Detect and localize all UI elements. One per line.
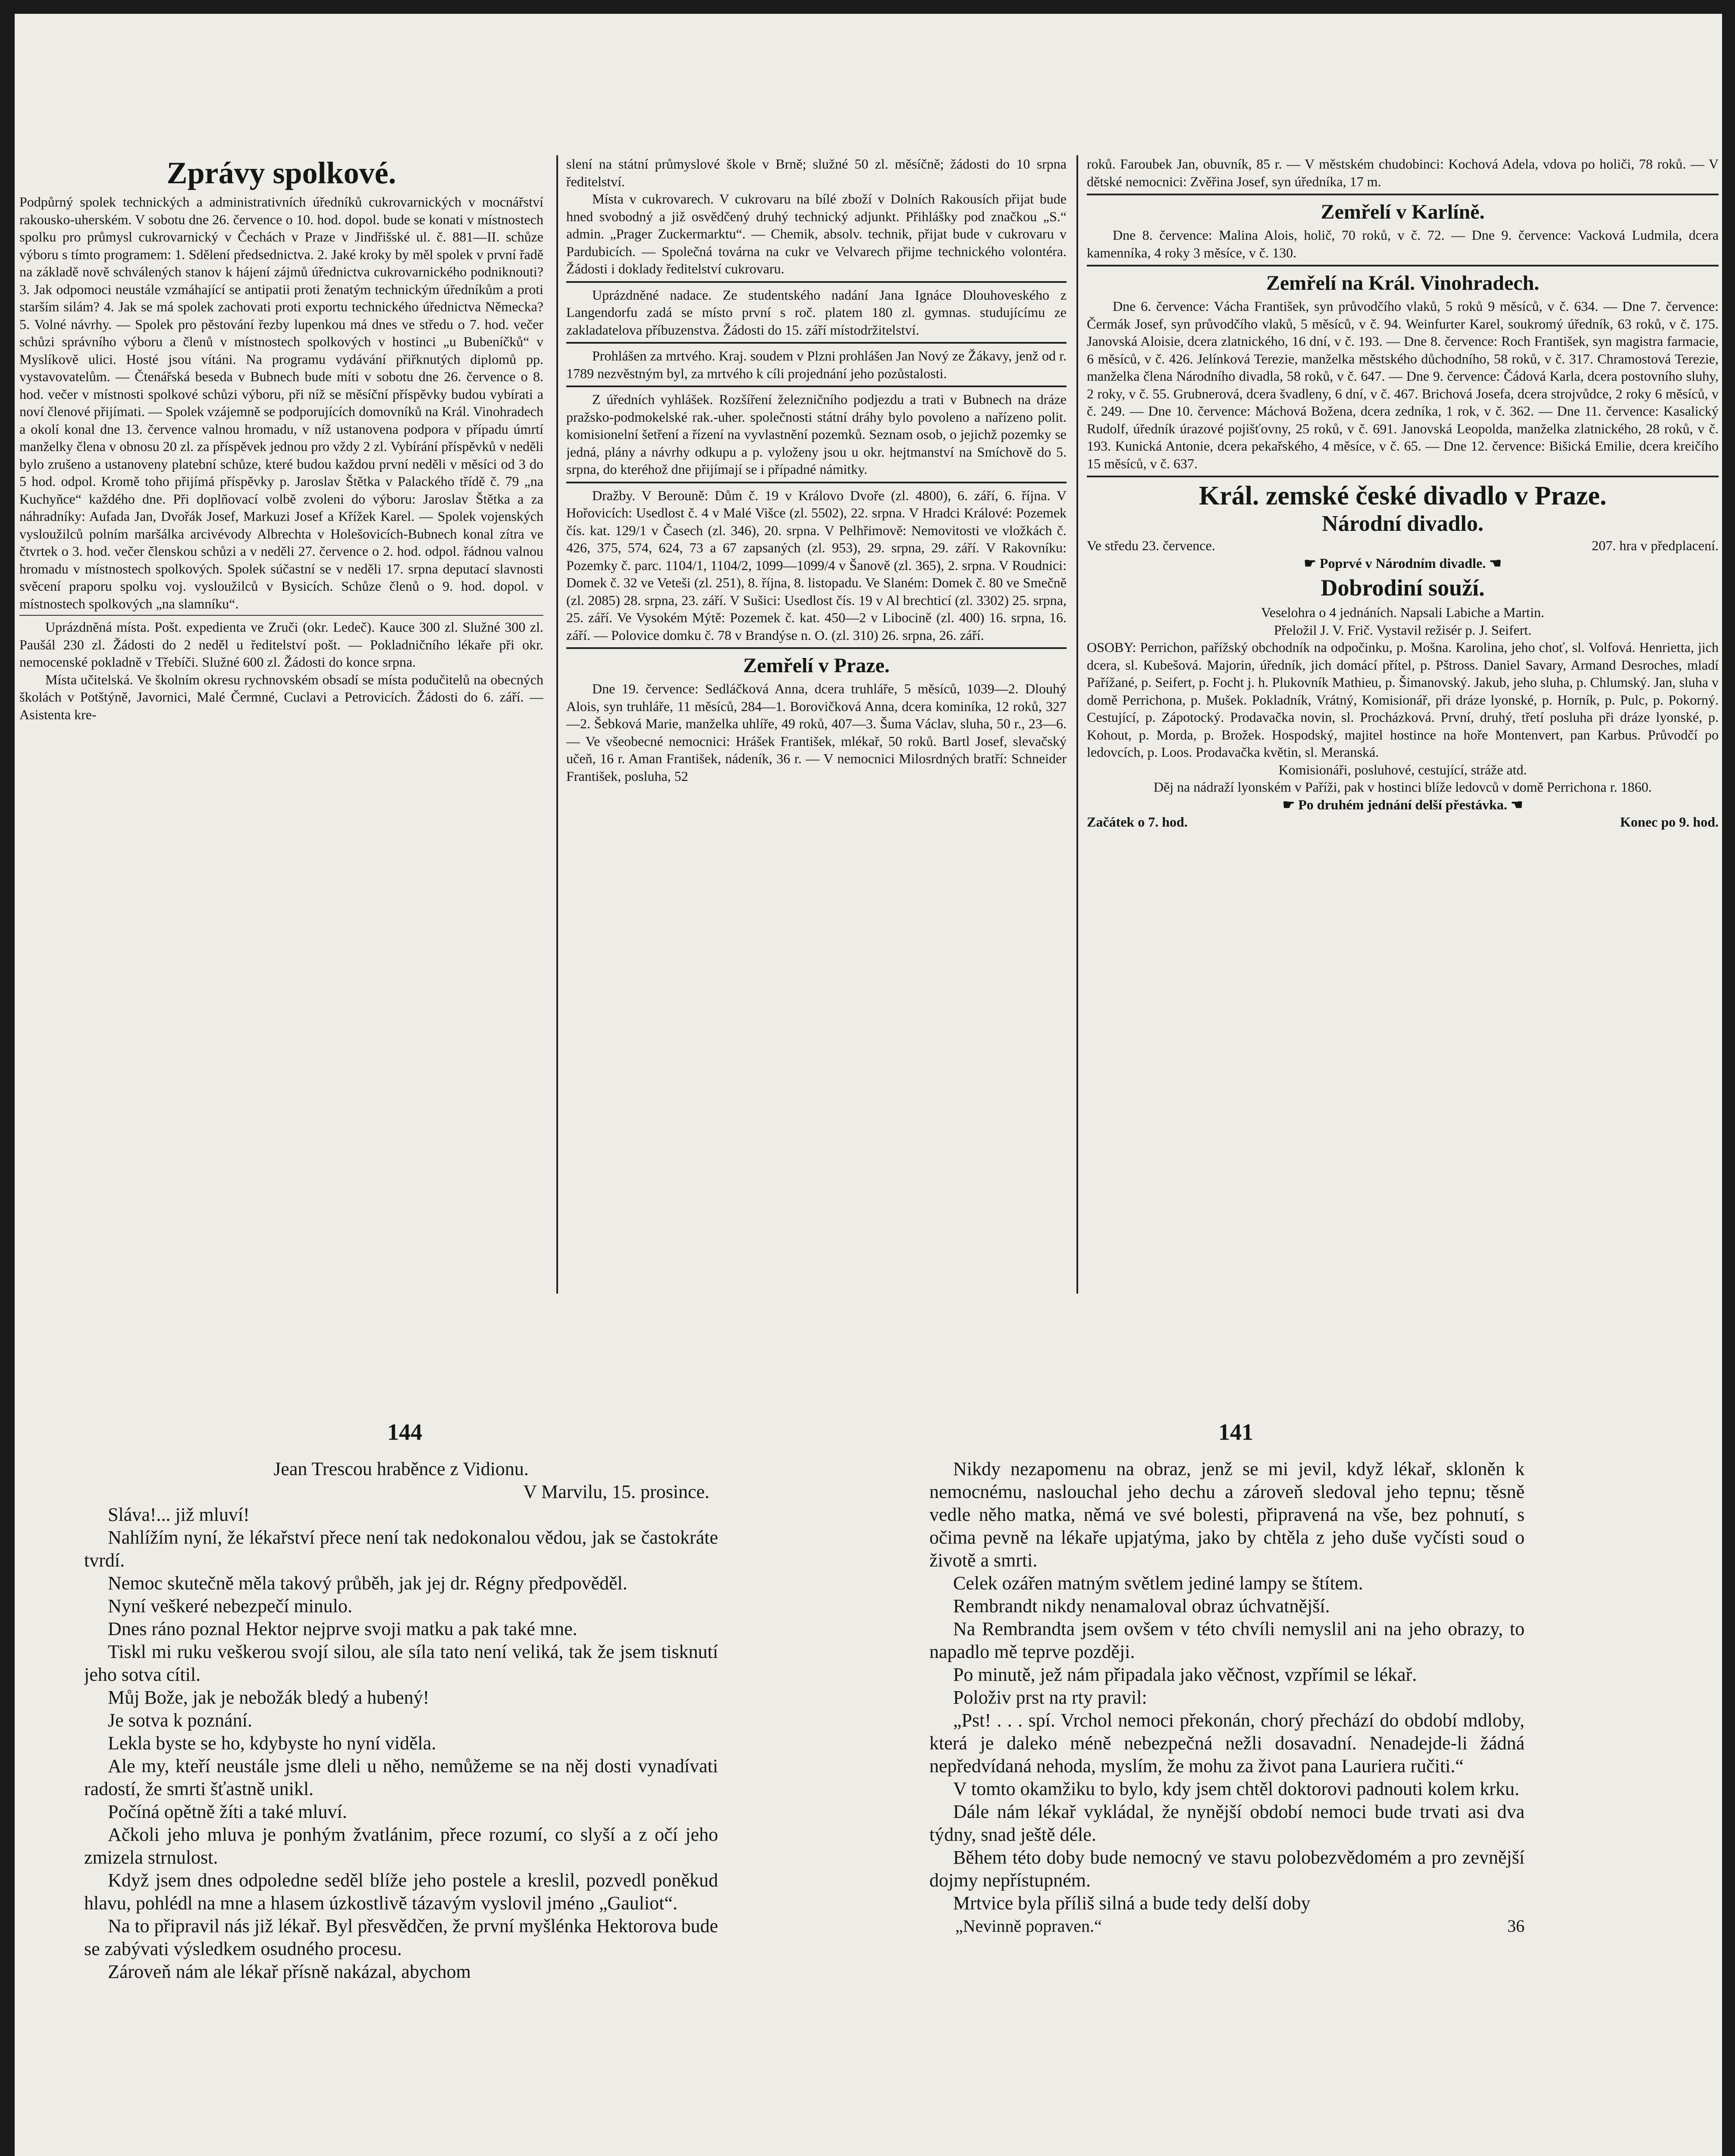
paragraph: Dne 8. července: Malina Alois, holič, 70 roků, v č. 72. — Dne 9. července: Vacková Ludmila, dcera kamenníka, 4 roky 3 měsíce, v č. 130.: [1087, 227, 1719, 260]
paragraph: Dnes ráno poznal Hektor nejprve svoji matku a pak také mne.: [108, 1618, 577, 1639]
paragraph: Po minutě, jež nám připadala jako věčnost, vzpřímil se lékař.: [953, 1664, 1417, 1685]
paragraph: Ale my, kteří neustále jsme dleli u něho, nemůžeme se na něj dosti vynadívati radostí, že smrti šťastně unikl.: [84, 1755, 718, 1799]
divider: [566, 385, 1067, 387]
pointing-hand-icon: ☛: [1304, 555, 1316, 571]
paragraph: Nikdy nezapomenu na obraz, jenž se mi jevil, když lékař, skloněn k nemocnému, naslouchal jeho dechu a zároveň sledoval jeho tepnu; těsně vedle něho matka, němá ve své bolesti, připravená na vše, bez pohnutí, s očima pevně na lékaře upjatýma, jako by chtěla z jeho duše vyčísti soud o životě a smrti.: [929, 1458, 1525, 1571]
newspaper-column-2: [566, 155, 1067, 1302]
divider: [566, 342, 1067, 344]
letter-heading: Jean Trescou hraběnce z Vidionu.: [273, 1458, 529, 1479]
divider: [1087, 476, 1719, 477]
paragraph: Lekla byste se ho, kdybyste ho nyní viděla.: [108, 1733, 436, 1754]
page-footer: [929, 1915, 1525, 1937]
scan-border-left: [0, 0, 15, 2156]
paragraph: Na Rembrandta jsem ovšem v této chvíli nemyslil ani na jeho obrazy, to napadlo mě teprve později.: [929, 1618, 1525, 1662]
letter-place-date: V Marvilu, 15. prosince.: [523, 1481, 709, 1502]
paragraph: Dne 6. července: Vácha František, syn průvodčího vlaků, 5 roků 9 měsíců, v č. 634. — Dne 7. července: Čermák Josef, syn průvodčího vlaků, 5 měsíců, v č. 94. Weinfurter Karel, soukromý úředník, 63 roků, v č. 175. Janovská Aloisie, dcera zlatnického, 16 dní, v č. 193. — Dne 8. července: Roch František, syn magistra farmacie, 6 měsíců, v č. 426. Jelínková Terezie, manželka městského důchodního, 58 roků, v č. 317. Chramostová Terezie, manželka člena Národního divadla, 58 roků, v č. 647. — Dne 9. července: Čádová Karla, dcera postovního sluhy, 2 roky, v č. 55. Grubnerová, dcera švadleny, 6 dní, v č. 467. Brichová Josefa, dcera strojvůdce, 2 roky 6 měsíců, v č. 249. — Dne 10. července: Máchová Božena, dcera zedníka, 1 rok, v č. 362. — Dne 11. července: Kasalický Rudolf, úředník úrazové pojišťovny, 25 roků, v č. 691. Janovská Leopolda, manželka zlatnického, 28 roků, v č. 193. Kunická Antonie, dcera pekařského, 4 měsíce, v č. 65. — Dne 12. července: Bišická Emilie, dcera kreičího 15 měsíců, v č. 637.: [1087, 298, 1719, 471]
column-rule: [1076, 155, 1078, 1294]
theatre-subtitle: Národní divadlo.: [1322, 511, 1484, 536]
paragraph: Uprázdněná místa. Pošt. expedienta ve Zruči (okr. Ledeč). Kauce 300 zl. Služné 300 zl. Paušál 230 zl. Žádosti do 2 neděl u ředitelství pošt. — Pokladničního lékaře při okr. nemocenské pokladně v Třebíči. Služné 600 zl. Žádosti do konce srpna.: [19, 619, 543, 670]
cast-list: OSOBY: Perrichon, pařížský obchodník na odpočinku, p. Mošna. Karolina, jeho choť, sl. Volfová. Henrietta, jich dcera, sl. Kubešová. Majorin, úředník, jich domácí přítel, p. Pštross. Daniel Savary, Armand Desroches, mladí Pařížané, p. Seifert, p. Focht j. h. Plukovník Mathieu, p. Šimanovský. Jakub, jeho sluha, p. Chlumský. Jan, sluha v domě Perrichona, p. Mušek. Pokladník, Vrátný, Komisionář, při dráze lyonské, p. Horník, p. Pulc, p. Pokorný. Cestující, p. Zápotocký. Prodavačka novin, sl. Procházková. První, druhý, třetí posluha při dráze lyonské, p. Kohout, p. Morda, p. Brožek. Hospodský, majitel hostince na hoře Montenvert, pan Karbus. Průvodčí po ledovcích, p. Loos. Prodavačka květin, sl. Meranská.: [1087, 639, 1719, 760]
paragraph: roků. Faroubek Jan, obuvník, 85 r. — V městském chudobinci: Kochová Adela, vdova po holiči, 78 roků. — V dětské nemocnici: Zvěřina Josef, syn úředníka, 17 m.: [1087, 156, 1719, 189]
paragraph: Zároveň nám ale lékař přísně nakázal, abychom: [108, 1961, 471, 1982]
pointing-hand-icon: ☚: [1510, 796, 1523, 812]
paragraph: Dne 19. července: Sedláčková Anna, dcera truhláře, 5 měsíců, 1039—2. Dlouhý Alois, syn truhláře, 11 měsíců, 284—1. Borovičková Anna, dcera kominíka, 12 roků, 327—2. Šebková Marie, manželka uhlíře, 49 roků, 407—3. Šuma Václav, sluha, 50 r., 23—6. — Ve všeobecné nemocnici: Hrášek František, mlékař, 50 roků. Bartl Josef, slevačský učeň, 16 r. Aman František, nádeník, 36 r. — V nemocnici Milosrdných bratří: Schneider František, posluha, 52: [566, 681, 1067, 784]
paragraph: slení na státní průmyslové škole v Brně; služné 50 zl. měsíčně; žádosti do 10 srpna ředitelství.: [566, 156, 1067, 189]
paragraph: Dražby. V Berouně: Dům č. 19 v Královo Dvoře (zl. 4800), 6. září, 6. října. V Hořovicích: Usedlost č. 4 v Malé Višce (zl. 5502), 22. srpna. V Hradci Králové: Pozemek čís. kat. 129/1 v Časech (zl. 346), 20. srpna. V Pelhřimově: Nemovitosti ve vložkách č. 426, 375, 574, 624, 73 a 67 zapsaných (zl. 953), 29. srpna, 29. září. V Rakovníku: Pozemky č. parc. 1104/1, 1104/2, 1099—1099/4 v Šanově (zl. 365), 2. srpna. V Roudnici: Domek č. 32 ve Veteši (zl. 251), 8. října, 8. listopadu. Ve Slaném: Domek č. 80 ve Smečně (zl. 2085) 28. srpna, 23. září. V Sušici: Usedlost čís. 19 v Al brechticí (zl. 3302) 25. srpna, 25. září. Ve Vysokém Mýtě: Pozemek č. kat. 450—2 v Libocině (zl. 400) 16. srpna, 16. září. — Polovice domku č. 78 v Brandýse n. O. (zl. 310) 26. srpna, 26. září.: [566, 487, 1067, 643]
paragraph: „Pst! . . . spí. Vrchol nemoci překonán, chorý přechází do období mdloby, která je daleko méně nebezpečná nežli dosavadní. Nenadejde-li žádná nepředvídaná nehoda, myslím, že mohu za život pana Lauriera ručiti.“: [929, 1710, 1525, 1777]
paragraph: Mrtvice byla příliš silná a bude tedy delší doby: [953, 1893, 1311, 1914]
book-page-left: [84, 1457, 718, 2156]
left-page-number: 144: [387, 1419, 422, 1445]
start-time: Začátek o 7. hod.: [1087, 814, 1188, 830]
paragraph: Rembrandt nikdy nenamaloval obraz úchvatnější.: [953, 1595, 1330, 1617]
play-translation: Přeložil J. V. Frič. Vystavil režisér p. J. Seifert.: [1274, 622, 1532, 638]
divider: [1087, 265, 1719, 266]
paragraph: Položiv prst na rty pravil:: [953, 1687, 1147, 1708]
theatre-date-row: [1087, 537, 1719, 555]
intermission-note: ☛ Po druhém jednání delší přestávka. ☚: [1282, 796, 1523, 812]
paragraph: Celek ozářen matným světlem jediné lampy se štítem.: [953, 1573, 1363, 1594]
theatre-date: Ve středu 23. července.: [1087, 538, 1215, 553]
play-title: Dobrodiní souží.: [1321, 575, 1485, 601]
divider: [566, 482, 1067, 483]
paragraph: Můj Bože, jak je nebožák bledý a hubený!: [108, 1687, 430, 1708]
end-time: Konec po 9. hod.: [1620, 814, 1719, 830]
deaths-heading: Zemřelí v Praze.: [743, 654, 890, 677]
paragraph: Místa učitelská. Ve školním okresu rychnovském obsadí se místa podučitelů na obecných školách v Potštýně, Javornici, Malé Čermné, Cuclavi a Petrovicích. Žádosti do 6. září. — Asistenta kre-: [19, 671, 543, 722]
theatre-title: Král. zemské české divadlo v Praze.: [1198, 481, 1607, 511]
divider: [566, 281, 1067, 283]
paragraph: Dále nám lékař vykládal, že nynější období nemoci bude trvati asi dva týdny, snad ještě déle.: [929, 1801, 1525, 1845]
column-rule: [556, 155, 558, 1294]
book-page-right: [929, 1457, 1525, 2156]
newspaper-column-3: [1087, 155, 1719, 1302]
play-setting: Děj na nádraží lyonském v Paříži, pak v hostinci blíže ledovců v domě Perrichona r. 1860.: [1153, 779, 1652, 795]
paragraph: Sláva!... již mluví!: [108, 1504, 250, 1525]
scan-border-right: [1722, 0, 1735, 2156]
paragraph: Z úředních vyhlášek. Rozšíření železničního podjezdu a trati v Bubnech na dráze pražsko-podmokelské rak.-uher. společnosti státní dráhy bylo povoleno a nařízeno polit. komisionelní šetření a řízení na vyvlastnění pozemků. Seznam osob, o jejichž pozemky se jedná, plány a návrhy odkupu a p. vyloženy jsou u okr. hejtmanství na Smíchově do 5. srpna, do kteréhož dne přijímají se i případné námitky.: [566, 392, 1067, 477]
newspaper-column-1: [19, 155, 543, 1302]
paragraph: Počíná opětně žíti a také mluví.: [108, 1801, 347, 1822]
paragraph: Uprázdněné nadace. Ze studentského nadání Jana Ignáce Dlouhoveského z Langendorfu zadá se místo první s roč. platem 180 zl. gymnas. studujícímu ze zakladatelova příbuzenstva. Žádosti do 15. září místodržitelství.: [566, 287, 1067, 338]
paragraph: Nyní veškeré nebezpečí minulo.: [108, 1595, 352, 1617]
play-genre: Veselohra o 4 jednáních. Napsali Labiche a Martin.: [1261, 605, 1544, 620]
vinohrady-heading: Zemřelí na Král. Vinohradech.: [1266, 272, 1540, 295]
paragraph: Podpůrný spolek technických a administrativních úředníků cukrovarnických v mocnářství rakousko-uherském. V sobotu dne 26. července o 10. hod. dopol. bude se konati v místnostech spolku pro průmysl cukrovarnický v Čechách v Praze v Jindřišské ul. č. 881—II. schůze výboru s tímto programem: 1. Sdělení předsednictva. 2. Jaké kroky by měl spolek v první řadě na základě nově schválených stanov k hájení zájmů úřednictva cukrovarnického podniknouti? 3. Jak odpomoci neustále vzmáhající se antipatii proti ženatým technickým úředníkům a proti starším silám? 4. Jak se má spolek zachovati proti exportu technického úřednictva Německa? 5. Volné návrhy. — Spolek pro pěstování řezby lupenkou má dnes ve středu o 7. hod. večer schůzi správního výboru a členů v místnostech spolkových v hostinci „u Bubeníčků“ v Myslíkově ulici. Hosté jsou vítáni. Na programu vydávání přiřknutých diplomů pp. vystavovatelům. — Čtenářská beseda v Bubnech bude míti v sobotu dne 26. července o 8. hod. večer v místnosti spolkové schůzi výboru, při níž se měsíční příspěvky budou vybírati a noví členové přijímati. — Spolek vzájemně se podporujících domovníků na Král. Vinohradech a okolí konal dne 13. července valnou hromadu, v níž ustanovena podpora v případu úmrtí manželky člena v obnosu 20 zl. za příspěvek jednou pro vždy 2 zl. Vybírání příspěvků v neděli bylo zrušeno a ustanoveny platební schůze, které budou každou první neděli v měsíci od 3 do 5 hod. odpol. Kromě toho přijímá příspěvky p. Jaroslav Štětka v Palackého třídě č. 79 „na Kuchyňce“ každého dne. Při doplňovací volbě zvoleni do výboru: Jaroslav Štětka a za náhradníky: Aufada Jan, Dvořák Josef, Markuzi Josef a Křížek Karel. — Spolek vojenských vysloužilců polním maršálka arcivévody Albrechta v Holešovicích-Bubnech konal zítra ve čtvrtek o 3. hod. večer členskou schůzi a v neděli 27. července o 2. hod. odpol. řádnou valnou hromadu v místnostech spolkových. Spolek súčastní se v neděli 17. srpna deputací slavnosti svěcení praporu spolku voj. vysloužilců v Bysicích. Schůze členů o 9. hod. dopol. v místnostech spolkových „na slamníku“.: [19, 194, 543, 611]
first-performance-note: ☛ Poprvé v Národním divadle. ☚: [1304, 555, 1502, 571]
paragraph: Je sotva k poznání.: [108, 1710, 252, 1731]
karlin-heading: Zemřelí v Karlíně.: [1321, 201, 1485, 223]
divider: [1087, 194, 1719, 195]
right-page-number: 141: [1218, 1419, 1253, 1445]
pointing-hand-icon: ☛: [1282, 796, 1295, 812]
theatre-subscription: 207. hra v předplacení.: [1591, 538, 1719, 553]
section-title: Zprávy spolkové.: [166, 156, 396, 190]
paragraph: V tomto okamžiku to bylo, kdy jsem chtěl doktorovi padnouti kolem krku.: [953, 1778, 1519, 1799]
signature-number: 36: [1507, 1916, 1525, 1936]
divider: [566, 647, 1067, 649]
scan-border-top: [0, 0, 1735, 14]
cast-tail: Komisionáři, posluhové, cestující, stráže atd.: [1278, 761, 1527, 777]
divider: [19, 615, 543, 616]
paragraph: Prohlášen za mrtvého. Kraj. soudem v Plzni prohlášen Jan Nový ze Žákavy, jenž od r. 1789 nezvěstným byl, za mrtvého k cíli projednání jeho pozůstalosti.: [566, 348, 1067, 381]
pointing-hand-icon: ☚: [1489, 555, 1502, 571]
paragraph: Ačkoli jeho mluva je ponhým žvatlánim, přece rozumí, co slyší a z očí jeho zmizela strnulost.: [84, 1824, 718, 1868]
book-title-footer: „Nevinně popraven.“: [955, 1916, 1102, 1936]
paragraph: Nemoc skutečně měla takový průběh, jak jej dr. Régny předpověděl.: [108, 1573, 627, 1594]
paragraph: Místa v cukrovarech. V cukrovaru na bílé zboží v Dolních Rakousích přijat bude hned svobodný a již osvědčený druhý technický adjunkt. Přihlášky pod značkou „S.“ admin. „Prager Zuckermarktu“. — Chemik, absolv. technik, přijat bude v cukrovaru v Pardubicích. — Společná továrna na cukr ve Velvarech přijme technického volontéra. Žádosti i doklady ředitelství cukrovaru.: [566, 191, 1067, 276]
paragraph: Nahlížím nyní, že lékařství přece není tak nedokonalou vědou, jak se častokráte tvrdí.: [84, 1527, 718, 1571]
paragraph: Když jsem dnes odpoledne seděl blíže jeho postele a kreslil, pozvedl poněkud hlavu, pohlédl na mne a hlasem úzkostlivě tázavým vyslovil jméno „Gauliot“.: [84, 1870, 718, 1914]
paragraph: Na to připravil nás již lékař. Byl přesvědčen, že první myšlénka Hektorova bude se zabývati výsledkem osudného procesu.: [84, 1915, 718, 1959]
paragraph: Tiskl mi ruku veškerou svojí silou, ale síla tato není veliká, tak že jsem tisknutí jeho sotva cítil.: [84, 1641, 718, 1685]
paragraph: Během této doby bude nemocný ve stavu polobezvědomém a pro zevnější dojmy nepřístupném.: [929, 1847, 1525, 1891]
start-end-row: [1087, 813, 1719, 831]
